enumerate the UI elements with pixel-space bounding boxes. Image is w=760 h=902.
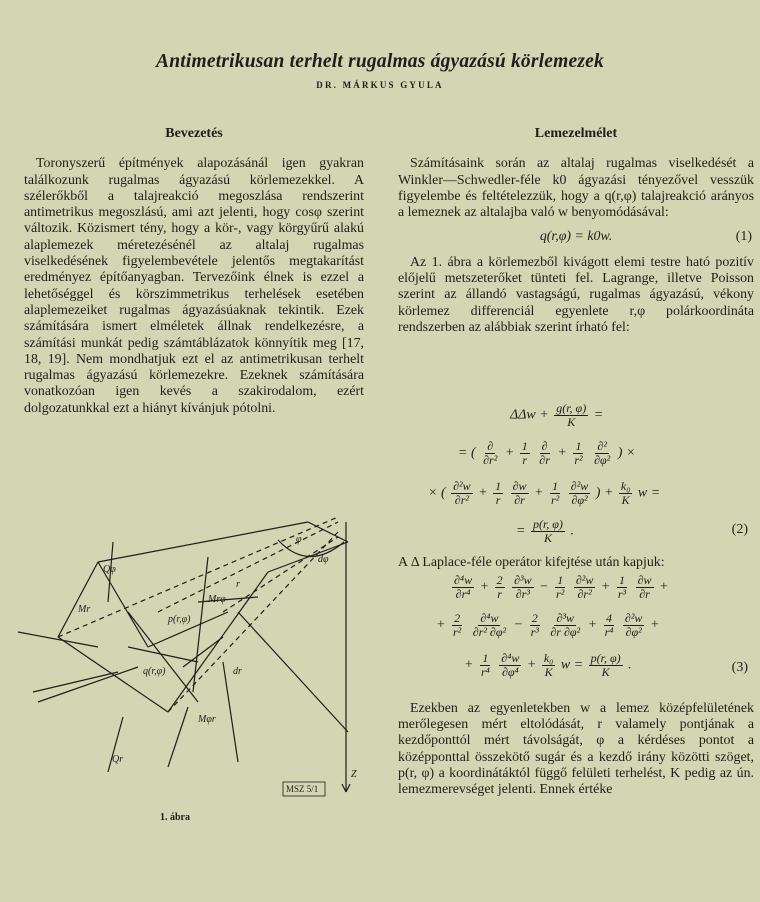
article-title: Antimetrikusan terhelt rugalmas ágyazású körlemezek [156, 51, 604, 72]
theory-paragraph-3: Ezekben az egyenletekben w a lemez középfelületének merőlegesen mért eltolódását, r valamely pontjának a kezdőponttól mért távolságát, φ a kérdéses pontot a középponttal összekötő sugár és a kezdő irány közötti szöget, p(r, φ) a koordinátáktól függő felületi terhelést, K pedig az ún. lemezmerevséget jelenti. Ennek értéke [398, 701, 754, 798]
theory-paragraph-2: Az 1. ábra a körlemezből kivágott elemi testre ható pozitív előjelű metszeterőket tünteti fel. Lagrange, illetve Poisson szerint az állandó vastagságú, rugalmas ágyazású, vékony körlemez differenciál egyenlete r,φ polárkoordináta rendszerben az alábbiak szerint írható fel: [398, 254, 754, 335]
svg-text:dφ: dφ [318, 554, 329, 565]
eq2-line3: × ( $\frac{\text{∂²w}}{\text{∂r²}}$ + $\frac{1}{r}$ $\frac{\partial w}{\partial r}$ + $\frac{1}{\text{r²}}$ $\frac{\text{∂²w}}{\text{∂φ²}}$ ) + $\frac{\text{k₀}}{K}$ w = [428, 479, 661, 507]
svg-text:dr: dr [233, 666, 242, 677]
eq3-line2: + $\frac{2}{\text{r²}}$ $\frac{\text{∂⁴w}}{\text{∂r² ∂φ²}}$ − $\frac{2}{\text{r³}}$ $\frac{\text{∂³w}}{\text{∂r ∂φ²}}$ + $\frac{4}{\text{r⁴}}$ $\frac{\text{∂²w}}{\text{∂φ²}}$ + [436, 611, 660, 639]
svg-text:Mφr: Mφr [198, 714, 216, 725]
author-line: DR. MÁRKUS GYULA [316, 80, 444, 90]
theory-paragraph-1: Számításaink során az altalaj rugalmas viselkedését a Winkler—Schwedler-féle k0 ágyazási tényezővel vesszük figyelembe és feltételezzük, hogy a q(r,φ) talajreakció arányos a lemeznek az altalajba való w benyomódásával: [398, 156, 754, 221]
equation-3-number: (3) [731, 660, 748, 675]
svg-text:p(r,φ): p(r,φ) [168, 614, 191, 625]
svg-text:MSZ 5/1: MSZ 5/1 [286, 784, 319, 794]
svg-text:Z: Z [351, 769, 357, 780]
right-column [398, 126, 754, 340]
svg-text:φ: φ [296, 534, 302, 545]
intro-paragraph: Toronyszerű építmények alapozásánál igen gyakran találkozunk rugalmas ágyazású körlemezekkel. A szélerőkből a talajreakció megoszlása rendszerint antimetrikus megoszlású, ami azt jelenti, hogy cosφ szerint változik. Közismert tény, hogy a kör-, vagy körgyűrű alakú alaplemezek méretezésénél az altalaj rugalmas viselkedésének figyelembevétele jelentős megtakarítást eredményez építőanyagban. Tervezőink élnek is ezzel a lehetőséggel és körszimmetrikus terhelések esetében alaplemezeiket rugalmas ágyazásúaknak tekintik. Ezek számítására ismert elméletek állnak rendelkezésre, a számítási munkát pedig számtáblázatok könnyítik meg [17, 18, 19]. Nem mondhatjuk ezt el az antimetrikusan terhelt rugalmas ágyazású körlemezekre. Ezeknek számítására vonatkozóan igen kevés a szakirodalom, ezért dolgozatunkkal ezt a hiányt kívánjuk pótolni. [24, 156, 364, 416]
svg-text:q(r,φ): q(r,φ) [143, 666, 166, 677]
eq3-line1: $\frac{\text{∂⁴w}}{\text{∂r⁴}}$ + $\frac{2}{r}$ $\frac{\text{∂³w}}{\text{∂r³}}$ − $\frac{1}{\text{r²}}$ $\frac{\text{∂²w}}{\text{∂r²}}$ + $\frac{1}{\text{r³}}$ $\frac{\partial w}{\partial r}$ + [454, 573, 669, 601]
svg-text:Mrφ: Mrφ [208, 594, 226, 605]
eq3-line3: + $\frac{1}{\text{r⁴}}$ $\frac{\text{∂⁴w}}{\text{∂φ⁴}}$ + $\frac{\text{k₀}}{K}$ w = $\frac{p(r, \varphi)}{K}$ . [464, 651, 632, 679]
left-column [24, 126, 364, 417]
eq2-line1: ΔΔw + $\frac{g(r, \varphi)}{K}$ = [510, 401, 604, 429]
eq2-line4: = $\frac{p(r, \varphi)}{K}$ . [516, 517, 574, 545]
section-heading-lemezelmelet: Lemezelmélet [534, 126, 618, 141]
equation-1 [398, 229, 754, 245]
svg-text:Qr: Qr [112, 754, 124, 765]
fig-line [98, 522, 308, 562]
svg-text:r: r [236, 579, 240, 590]
svg-text:Qφ: Qφ [103, 564, 116, 575]
equation-3-block [398, 572, 754, 692]
eq2-line2: = ( $\frac{\partial}{\text{∂r²}}$ + $\frac{1}{r}$ $\frac{\partial}{\partial r}$ + $\frac{1}{\text{r²}}$ $\frac{\text{∂²}}{\text{∂φ²}}$ ) × [458, 439, 636, 467]
svg-text:Mr: Mr [78, 604, 91, 615]
equation-1-body: q(r,φ) = k0w. [539, 229, 613, 245]
equation-2-number: (2) [731, 522, 748, 537]
figure-caption: 1. ábra [160, 812, 190, 823]
figure-1-diagram [8, 462, 380, 812]
section-heading-bevezetes: Bevezetés [165, 126, 223, 141]
equation-1-number: (1) [735, 229, 752, 245]
laplace-operator-line: A Δ Laplace-féle operátor kifejtése után kapjuk: [398, 555, 665, 570]
